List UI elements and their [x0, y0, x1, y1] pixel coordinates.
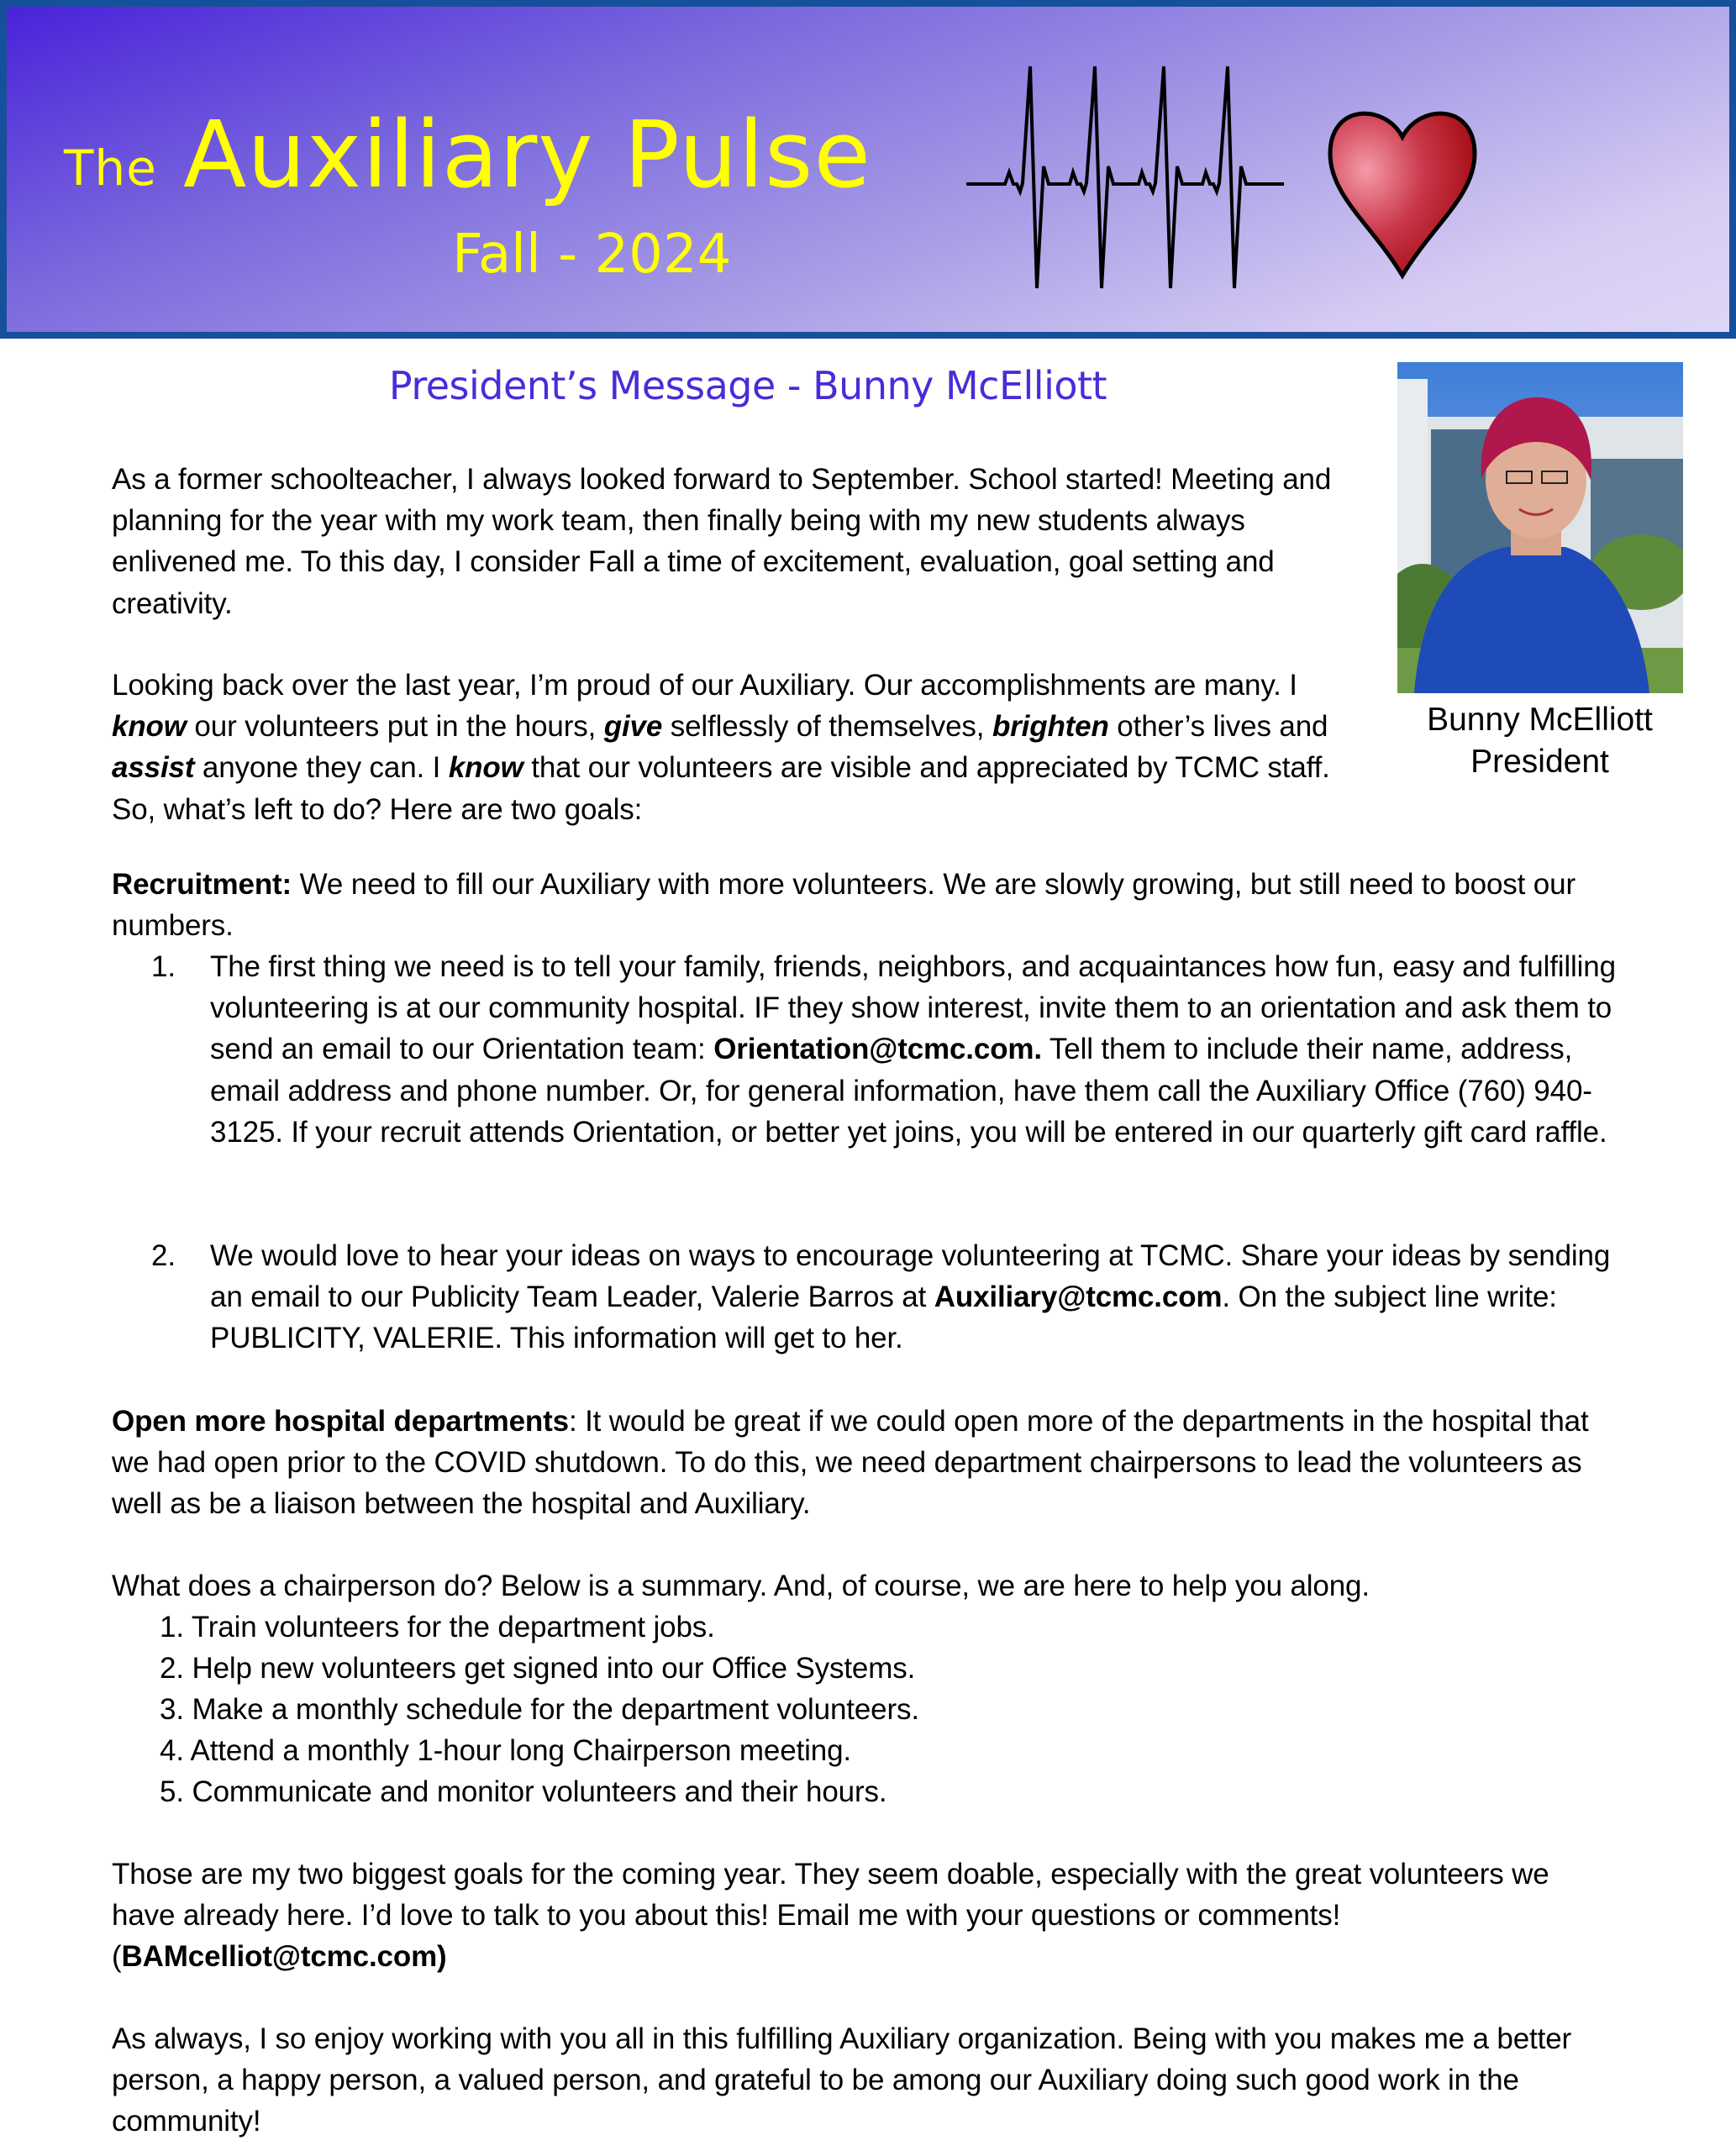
masthead-the: The — [64, 139, 157, 197]
chairperson-intro: What does a chairperson do? Below is a summary. And, of course, we are here to help you along. — [112, 1570, 1370, 1602]
chairperson-duty-2: 2. Help new volunteers get signed into our Office Systems. — [160, 1652, 916, 1685]
text-run: We would love to hear your ideas on ways to encourage volunteering at TCMC. Share your ideas by sending an email to our Publicity Team Leader, Valerie Barros at — [210, 1239, 1611, 1314]
president-email-link[interactable]: BAMcelliot@tcmc.com) — [121, 1940, 447, 1974]
text-run: anyone they can. I — [194, 751, 449, 785]
text-run: that our volunteers are visible and appreciated by TCMC staff. So, what’s left to do? Here are two goals: — [112, 751, 1330, 826]
emphasis-know: know — [112, 710, 187, 744]
text-run: The first thing we need is to tell your family, friends, neighbors, and acquaintances how fun, easy and fulfilling volunteering is at our community hospital. IF they show interest, invite them to an orientation and ask them to send an email to our Orientation team: — [210, 950, 1616, 1066]
newsletter-title: Auxiliary Pulse — [183, 101, 872, 208]
closing-paragraph-2: As always, I so enjoy working with you all in this fulfilling Auxiliary organization. Being with you makes me a better person, a happy person, a valued person, and grateful to be among our Auxiliary doing such good work in the community! — [112, 2022, 1572, 2138]
chairperson-duty-4: 4. Attend a monthly 1-hour long Chairperson meeting. — [160, 1734, 851, 1767]
photo-caption — [1378, 699, 1702, 783]
departments-paragraph — [112, 1401, 1616, 1525]
section-title: President’s Message - Bunny McElliott — [388, 363, 1107, 408]
departments-label: Open more hospital departments — [112, 1405, 569, 1438]
list-number: 2. — [151, 1239, 176, 1272]
recruitment-label: Recruitment: — [112, 868, 292, 901]
masthead-banner — [0, 0, 1736, 339]
list-item-body — [210, 1235, 1630, 1359]
caption-role: President — [1470, 744, 1609, 780]
departments-text: : It would be great if we could open more of the departments in the hospital that we had open prior to the COVID shutdown. To do this, we need department chairpersons to lead the volunteers as well as be a liaison between the hospital and Auxiliary. — [112, 1405, 1589, 1521]
recruitment-paragraph — [112, 864, 1616, 946]
text-run: selflessly of themselves, — [662, 710, 992, 744]
list-number: 1. — [151, 950, 176, 983]
list-item-body — [210, 946, 1630, 1153]
emphasis-give: give — [603, 710, 663, 744]
chairperson-duty-1: 1. Train volunteers for the department jobs. — [160, 1611, 715, 1643]
intro-paragraph-1: As a former schoolteacher, I always looked forward to September. School started! Meeting and planning for the year with my work team, then finally being with my new students always enlivened me. To this day, I consider Fall a time of excitement, evaluation, goal setting and creativity. — [112, 463, 1332, 620]
caption-name: Bunny McElliott — [1427, 702, 1653, 738]
text-run: Tell them to include their name, address, email address and phone number. Or, for general information, have them call the Auxiliary Office (760) 940-3125. If your recruit attends Orientation, or better yet joins, you will be entered in our quarterly gift card raffle. — [210, 1033, 1607, 1149]
president-photo — [1397, 362, 1683, 693]
heart-icon — [1330, 113, 1475, 276]
text-run: Those are my two biggest goals for the coming year. They seem doable, especially with the great volunteers we have already here. I’d love to talk to you about this! Email me with your questions or comments! ( — [112, 1858, 1549, 1974]
chairperson-duty-3: 3. Make a monthly schedule for the department volunteers. — [160, 1693, 919, 1726]
closing-paragraph-1 — [112, 1854, 1616, 1978]
heartbeat-line-icon — [948, 53, 1687, 297]
emphasis-brighten: brighten — [992, 710, 1109, 744]
issue-date: Fall - 2024 — [452, 224, 732, 286]
intro-paragraph-2 — [112, 665, 1347, 830]
chairperson-duty-5: 5. Communicate and monitor volunteers and their hours. — [160, 1775, 887, 1808]
emphasis-assist: assist — [112, 751, 195, 785]
recruitment-text: We need to fill our Auxiliary with more volunteers. We are slowly growing, but still need to boost our numbers. — [112, 868, 1576, 943]
text-run: . On the subject line write: PUBLICITY, VALERIE. This information will get to her. — [210, 1281, 1557, 1355]
auxiliary-email-link[interactable]: Auxiliary@tcmc.com — [934, 1281, 1223, 1314]
orientation-email-link[interactable]: Orientation@tcmc.com. — [713, 1033, 1042, 1066]
text-run: Looking back over the last year, I’m proud of our Auxiliary. Our accomplishments are many. I — [112, 669, 1297, 702]
emphasis-know-2: know — [448, 751, 523, 785]
text-run: our volunteers put in the hours, — [186, 710, 604, 744]
text-run: other’s lives and — [1108, 710, 1328, 744]
